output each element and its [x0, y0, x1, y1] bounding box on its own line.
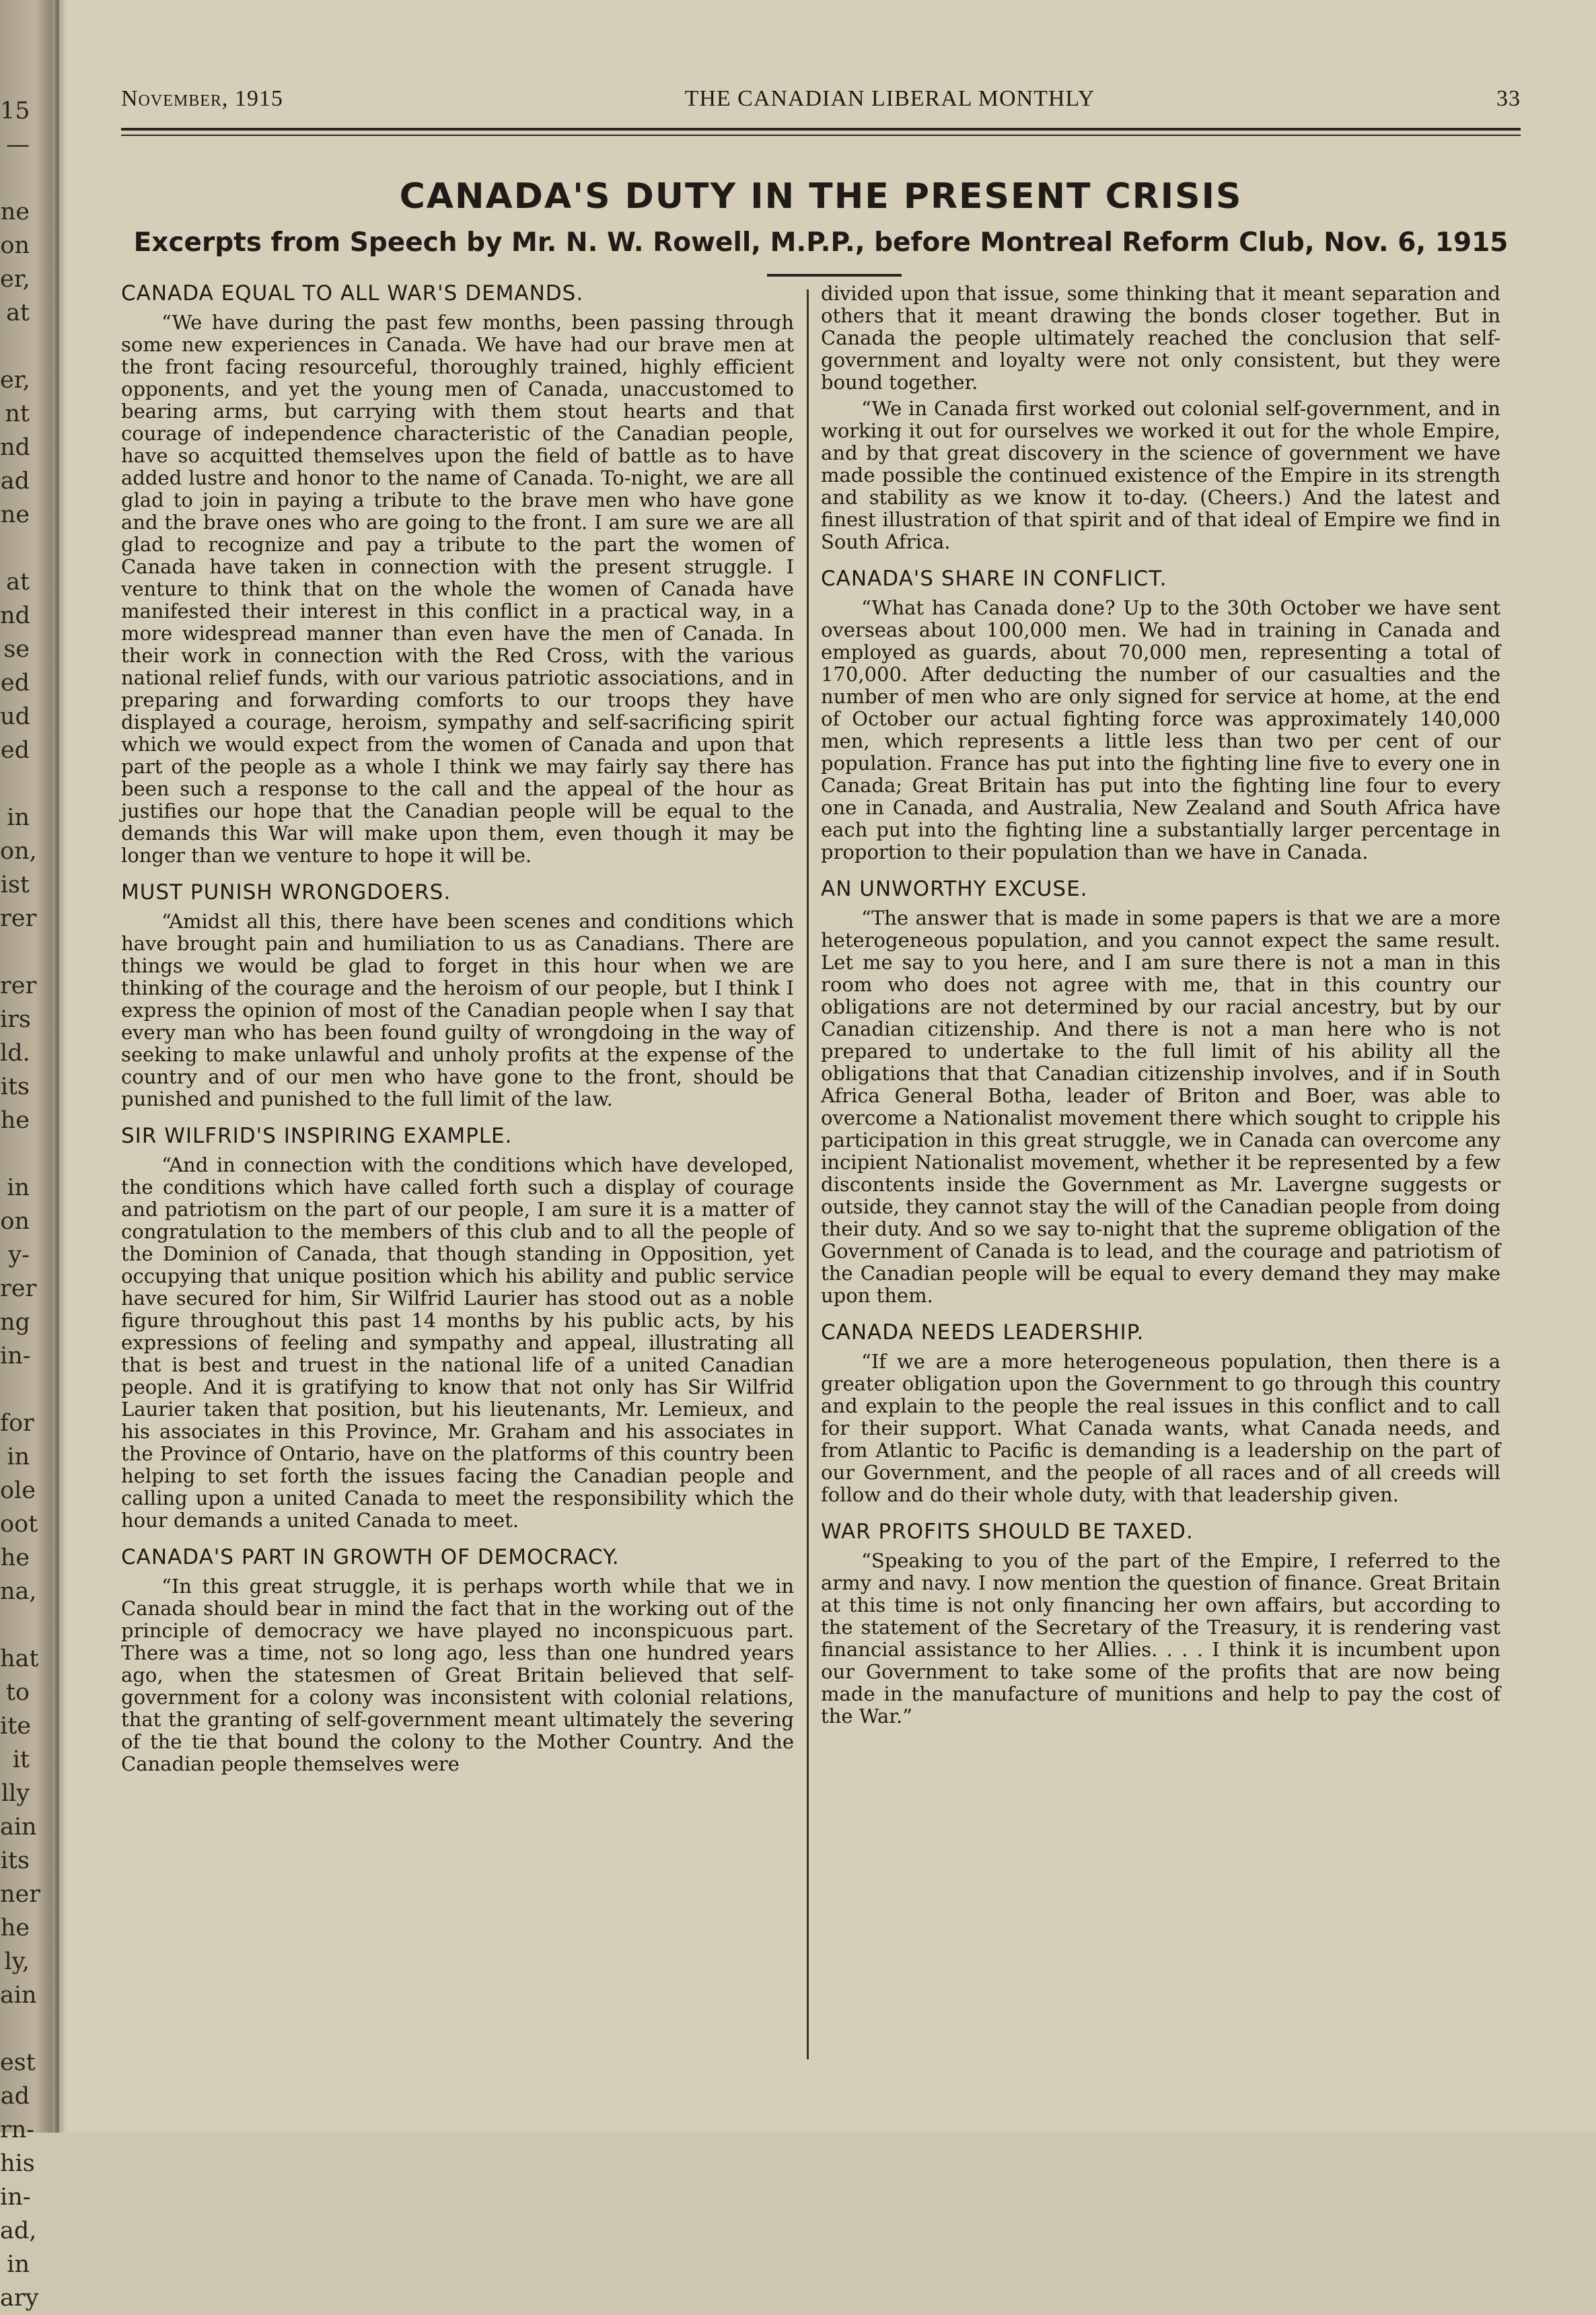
section-heading: WAR PROFITS SHOULD BE TAXED. [821, 1520, 1194, 1544]
page-number: 33 [1496, 86, 1521, 111]
section-heading: CANADA'S PART IN GROWTH OF DEMOCRACY. [121, 1545, 620, 1569]
section-heading: CANADA NEEDS LEADERSHIP. [821, 1320, 1145, 1345]
edge-fragment: ole [0, 1477, 36, 1504]
edge-fragment: er, [0, 367, 30, 394]
edge-fragment: est [0, 2049, 36, 2076]
edge-fragment: ain [0, 1982, 37, 2009]
edge-fragment [0, 1137, 30, 1171]
edge-fragment: ld. [0, 1040, 30, 1067]
edge-fragment: — [6, 131, 30, 158]
edge-fragment: y- [8, 1242, 30, 1269]
edge-fragment [0, 767, 30, 801]
column-divider [807, 289, 809, 2059]
edge-fragment: he [0, 1544, 30, 1571]
section-heading: CANADA'S SHARE IN CONFLICT. [821, 567, 1167, 591]
edge-fragment: its [0, 1847, 30, 1874]
edge-fragment: ed [0, 670, 30, 697]
section-paragraph: “Speaking to you of the part of the Empire, I referred to the army and navy. I now mention the question of finance. Great Britain at this time is not only financing her own affairs, but according to the statement of the Secretary of the Treasury, it is rendering vast financial assistance to her Allies. . . . I think it is incumbent upon our Government to take some of the profits that are now being made in the manufacture of munitions and help to pay the cost of the War.” [821, 1549, 1500, 1728]
edge-fragment: nt [5, 400, 30, 427]
edge-fragment: in- [0, 1343, 31, 1369]
edge-fragment: nd [0, 602, 30, 629]
edge-fragment [0, 532, 30, 565]
edge-fragment: it [12, 1746, 30, 1773]
magazine-page [67, 0, 1596, 2133]
edge-fragment [0, 2012, 30, 2046]
edge-fragment: to [5, 1679, 30, 1706]
header-rule-thick [121, 128, 1521, 131]
edge-fragment: ud [0, 703, 30, 730]
section-paragraph: “We in Canada first worked out colonial self-government, and in working it out for ourselves we worked it out for the whole Empire, and by that great discovery in the science of government we have made possible the continued existence of the Empire in its strength and stability as we know it to-day. (Cheers.) And the latest and finest illustration of that spirit and of that ideal of Empire we find in South Africa. [821, 397, 1500, 553]
section-paragraph: “We have during the past few months, been passing through some new experiences in Canada. We have had our brave men at the front facing resourceful, thoroughly trained, highly efficient opponents, and yet the young men of Canada, unaccustomed to bearing arms, but carrying with them stout hearts and that courage of independence characteristic of the Canadian people, have so acquitted themselves upon the field of battle as to have added lustre and honor to the name of Canada. To-night, we are all glad to join in paying a tribute to the brave men who have gone and the brave ones who are going to the front. I am sure we are all glad to recognize and pay a tribute to the part the women of Canada have taken in connection with the present struggle. I venture to think that on the whole the women of Canada have manifested their interest in this conflict in a practical way, in a more widespread manner than even have the men of Canada. In their work in connection with the Red Cross, with the various national relief funds, with our various patriotic associations, and in preparing and forwarding comforts to our troops they have displayed a courage, heroism, sympathy and self-sacrificing spirit which we would expect from the women of Canada and upon that part of the people as a whole I think we may fairly say there has been such a response to the call and the appeal of the hour as justifies our hope that the Canadian people will be equal to the demands this War will make upon them, even though it may be longer than we venture to hope it will be. [121, 311, 794, 867]
edge-fragment: he [0, 1915, 30, 1942]
edge-fragment: in [7, 2251, 30, 2278]
running-header [121, 86, 1521, 116]
edge-fragment: he [0, 1107, 30, 1134]
edge-fragment: irs [0, 1006, 31, 1033]
edge-fragment: ad [0, 468, 30, 495]
edge-fragment: nd [0, 434, 30, 461]
edge-fragment: rer [0, 972, 37, 999]
edge-fragment: na, [0, 1578, 37, 1605]
section-heading: AN UNWORTHY EXCUSE. [821, 877, 1088, 901]
edge-fragment: on, [0, 838, 37, 865]
section-paragraph: “In this great struggle, it is perhaps worth while that we in Canada should bear in mind the fact that in the working out of the principle of democracy we have played no inconspicuous part. There was a time, not so long ago, less than one hundred years ago, when the statesmen of Great Britain believed that self-government for a colony was inconsistent with colonial relations, that the granting of self-government meant ultimately the severing of the tie that bound the colony to the Mother Country. And the Canadian people themselves were [121, 1575, 794, 1775]
edge-fragment: ner [0, 1881, 40, 1908]
edge-fragment: er, [0, 266, 30, 293]
edge-fragment: on [0, 1208, 30, 1235]
gutter-shadow [55, 0, 59, 2133]
edge-fragment: for [0, 1410, 34, 1437]
header-publication: THE CANADIAN LIBERAL MONTHLY [684, 86, 1095, 111]
edge-fragment: at [6, 569, 30, 596]
right-column [821, 283, 1500, 1728]
adjacent-page-fragments [0, 94, 40, 2315]
section-paragraph: “What has Canada done? Up to the 30th October we have sent overseas about 100,000 men. We had in training in Canada and employed as guards, about 70,000 men, representing a total of 170,000. After deducting the number of our casualties and the number of men who are only signed for service at home, at the end of October our actual fighting force was approximately 140,000 men, which represents a little less than two per cent of our population. France has put into the fighting line five to every one in Canada; Great Britain has put into the fighting line four to every one in Canada, and Australia, New Zealand and South Africa have each put into the fighting line a substantially larger percentage in proportion to their population than we have in Canada. [821, 596, 1500, 863]
edge-fragment: ite [0, 1713, 31, 1740]
edge-fragment: on [0, 232, 30, 259]
edge-fragment: ary [0, 2285, 39, 2312]
edge-fragment: in- [0, 2184, 31, 2211]
section-heading: CANADA EQUAL TO ALL WAR'S DEMANDS. [121, 281, 584, 306]
header-rule-thin [121, 135, 1521, 136]
edge-fragment: ain [0, 1814, 37, 1841]
edge-fragment: ist [0, 871, 30, 898]
edge-fragment [0, 1373, 30, 1406]
edge-fragment: rer [0, 1275, 37, 1302]
edge-fragment: at [6, 299, 30, 326]
article-title: CANADA'S DUTY IN THE PRESENT CRISIS [399, 176, 1243, 217]
edge-fragment: se [3, 636, 30, 663]
edge-fragment [0, 330, 30, 363]
section-paragraph: “If we are a more heterogeneous population, then there is a greater obligation upon the Government to go through this country and explain to the people the real issues in this conflict and to call for their support. What Canada wants, what Canada needs, and from Atlantic to Pacific is demanding is a leadership on the part of our Government, and the people of all races and of all creeds will follow and do their whole duty, with that leadership given. [821, 1350, 1500, 1506]
edge-fragment: hat [0, 1645, 39, 1672]
section-paragraph: “The answer that is made in some papers is that we are a more heterogeneous population, and you cannot expect the same result. Let me say to you here, and I am sure there is not a man in this room who does not agree with me, that in this country our obligations are not determined by our racial ancestry, but by our Canadian citizenship. And there is not a man here who is not prepared to undertake to the full limit of his ability all the obligations that that Canadian citizenship involves, and if in South Africa General Botha, leader of Briton and Boer, was able to overcome a Nationalist movement there which sought to cripple his participation in this great struggle, we in Canada can overcome any incipient Nationalist movement, whether it be represented by a few discontents inside the Government as Mr. Lavergne suggests or outside, they cannot stay the will of the Canadian people from doing their duty. And so we say to-night that the supreme obligation of the Government of Canada is to lead, and the courage and patriotism of the Canadian people will be equal to every demand they may make upon them. [821, 906, 1500, 1307]
article-subtitle: Excerpts from Speech by Mr. N. W. Rowell, M.P.P., before Montreal Reform Club, Nov. 6, 1915 [133, 227, 1509, 258]
edge-fragment: ad, [0, 2217, 37, 2244]
edge-fragment: its [0, 1073, 30, 1100]
section-heading: SIR WILFRID'S INSPIRING EXAMPLE. [121, 1124, 513, 1148]
edge-fragment: lly [1, 1780, 30, 1807]
edge-fragment: ad [0, 2083, 30, 2110]
edge-fragment: ne [0, 501, 30, 528]
edge-fragment: ed [0, 737, 30, 764]
edge-fragment: in [7, 1444, 30, 1470]
edge-fragment: ly, [4, 1948, 30, 1975]
section-paragraph: “Amidst all this, there have been scenes and conditions which have brought pain and humiliation to us as Canadians. There are things we would be glad to forget in this hour when we are thinking of the courage and the heroism of our people, but I think I express the opinion of most of the Canadian people when I say that every man who has been found guilty of wrongdoing in the way of seeking to make unlawful and unholy profits at the expense of the country and of our men who have gone to the front, should be punished and punished to the full limit of the law. [121, 910, 794, 1110]
left-column [121, 283, 794, 1775]
edge-fragment: ne [0, 199, 30, 225]
edge-fragment: ng [0, 1309, 30, 1336]
header-date: November, 1915 [121, 86, 283, 111]
edge-fragment: rer [0, 905, 37, 932]
section-heading: MUST PUNISH WRONGDOERS. [121, 880, 451, 904]
edge-fragment: 15 [0, 98, 30, 124]
edge-fragment: oot [0, 1511, 38, 1538]
edge-fragment: rn- [0, 2116, 35, 2143]
edge-fragment [0, 1608, 30, 1642]
continued-paragraph: divided upon that issue, some thinking that it meant separation and others that it meant drawing the bonds closer together. But in Canada the people ultimately reached the conclusion that self-government and loyalty were not only consistent, but they were bound together. [821, 282, 1500, 394]
edge-fragment [0, 935, 30, 969]
edge-fragment: in [7, 1174, 30, 1201]
section-paragraph: “And in connection with the conditions which have developed, the conditions which have called forth such a display of courage and patriotism on the part of our people, I am sure it is a matter of congratulation to the members of this club and to all the people of the Dominion of Canada, that though standing in Opposition, yet occupying that unique position which his ability and public service have secured for him, Sir Wilfrid Laurier has stood out as a noble figure throughout this past 14 months by his public acts, by his expressions of feeling and sympathy and appeal, illustrating all that is best and truest in the national life of a united Canadian people. And it is gratifying to know that not only has Sir Wilfrid Laurier taken that position, but his lieutenants, Mr. Lemieux, and his associates in this Province, Mr. Graham and his associates in the Province of Ontario, have on the platforms of this country been helping to set forth the issues facing the Canadian people and calling upon a united Canada to meet the responsibility which the hour demands a united Canada to meet. [121, 1153, 794, 1532]
edge-fragment [0, 162, 30, 195]
title-rule [767, 274, 902, 277]
edge-fragment: his [0, 2150, 35, 2177]
edge-fragment: in [7, 804, 30, 831]
